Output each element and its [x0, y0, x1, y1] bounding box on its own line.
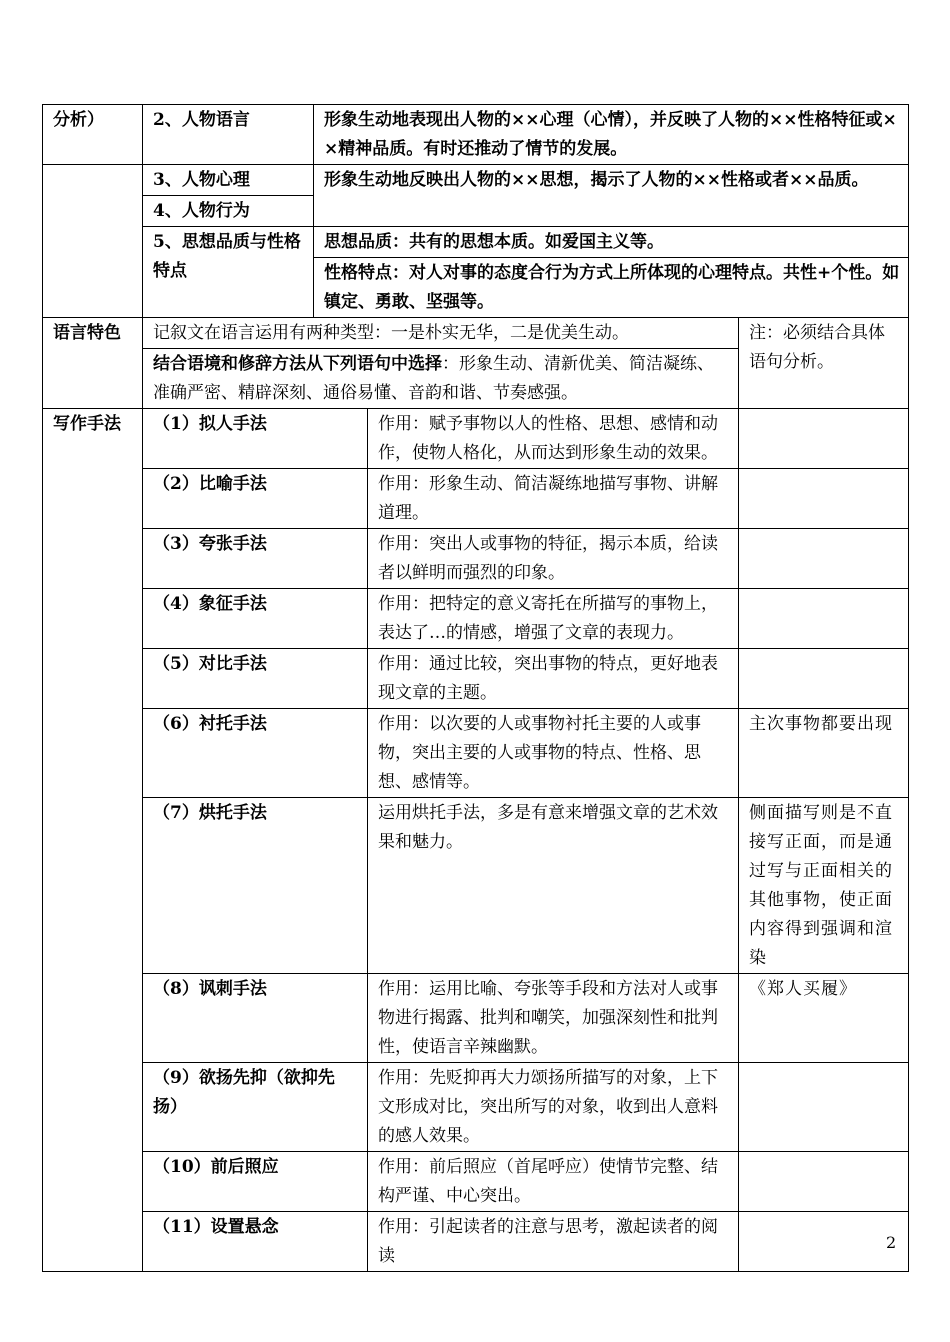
table-row [43, 649, 909, 709]
technique-effect: 作用：突出人或事物的特征，揭示本质，给读者以鲜明而强烈的印象。 [368, 529, 739, 589]
category-cell-language: 语言特色 [43, 318, 143, 409]
row-content: 思想品质：共有的思想本质。如爱国主义等。 [314, 227, 909, 258]
row-content: 性格特点：对人对事的态度合行为方式上所体现的心理特点。共性+个性。如镇定、勇敢、坚强等。 [314, 258, 909, 318]
language-line-2-rest: ：形象生动、清新优美、简洁凝练、准确严密、精辟深刻、通俗易懂、音韵和谐、节奏感强。 [153, 354, 714, 403]
technique-note [739, 1063, 909, 1152]
technique-effect: 作用：先贬抑再大力颂扬所描写的对象，上下文形成对比，突出所写的对象，收到出人意料的感人效果。 [368, 1063, 739, 1152]
language-line-1: 记叙文在语言运用有两种类型：一是朴实无华，二是优美生动。 [143, 318, 739, 349]
category-cell-writing: 写作手法 [43, 409, 143, 1272]
table-row [43, 529, 909, 589]
content-table [42, 104, 909, 1272]
technique-note [739, 1152, 909, 1212]
table-row [43, 318, 909, 349]
technique-name: （8）讽刺手法 [143, 974, 368, 1063]
technique-note [739, 1212, 909, 1272]
table-row [43, 974, 909, 1063]
technique-note: 侧面描写则是不直接写正面，而是通过写与正面相关的其他事物，使正面内容得到强调和渲染 [739, 798, 909, 974]
language-line-2 [143, 349, 739, 409]
table-row [43, 1152, 909, 1212]
row-content: 形象生动地表现出人物的××心理（心情），并反映了人物的××性格特征或××精神品质。有时还推动了情节的发展。 [314, 105, 909, 165]
table-row [43, 1063, 909, 1152]
technique-note [739, 409, 909, 469]
language-line-2-bold: 结合语境和修辞方法从下列语句中选择 [153, 354, 442, 374]
technique-name: （5）对比手法 [143, 649, 368, 709]
technique-note: 《郑人买履》 [739, 974, 909, 1063]
technique-note [739, 589, 909, 649]
table-row [43, 709, 909, 798]
technique-note [739, 469, 909, 529]
table-row [43, 165, 909, 196]
technique-effect: 作用：运用比喻、夸张等手段和方法对人或事物进行揭露、批判和嘲笑，加强深刻性和批判性，使语言辛辣幽默。 [368, 974, 739, 1063]
technique-name: （9）欲扬先抑（欲抑先扬） [143, 1063, 368, 1152]
technique-name: （7）烘托手法 [143, 798, 368, 974]
technique-name: （1）拟人手法 [143, 409, 368, 469]
technique-effect: 作用：引起读者的注意与思考，激起读者的阅读 [368, 1212, 739, 1272]
technique-effect: 作用：把特定的意义寄托在所描写的事物上，表达了…的情感，增强了文章的表现力。 [368, 589, 739, 649]
table-row [43, 105, 909, 165]
technique-note: 主次事物都要出现 [739, 709, 909, 798]
page-number: 2 [886, 1233, 897, 1252]
language-note: 注：必须结合具体语句分析。 [739, 318, 909, 409]
category-cell-analysis: 分析） [43, 105, 143, 165]
technique-effect: 作用：前后照应（首尾呼应）使情节完整、结构严谨、中心突出。 [368, 1152, 739, 1212]
row-content: 形象生动地反映出人物的××思想，揭示了人物的××性格或者××品质。 [314, 165, 909, 227]
table-row [43, 409, 909, 469]
technique-name: （10）前后照应 [143, 1152, 368, 1212]
table-row [43, 798, 909, 974]
category-cell-empty [43, 165, 143, 318]
technique-name: （6）衬托手法 [143, 709, 368, 798]
row-label: 4、人物行为 [143, 196, 314, 227]
technique-effect: 作用：赋予事物以人的性格、思想、感情和动作，使物人格化，从而达到形象生动的效果。 [368, 409, 739, 469]
row-label: 5、思想品质与性格特点 [143, 227, 314, 318]
technique-name: （11）设置悬念 [143, 1212, 368, 1272]
technique-effect: 作用：形象生动、简洁凝练地描写事物、讲解道理。 [368, 469, 739, 529]
row-label: 2、人物语言 [143, 105, 314, 165]
technique-note [739, 649, 909, 709]
technique-name: （4）象征手法 [143, 589, 368, 649]
technique-name: （3）夸张手法 [143, 529, 368, 589]
table-row [43, 589, 909, 649]
technique-note [739, 529, 909, 589]
row-label: 3、人物心理 [143, 165, 314, 196]
technique-effect: 运用烘托手法，多是有意来增强文章的艺术效果和魅力。 [368, 798, 739, 974]
table-row [43, 227, 909, 258]
table-row [43, 1212, 909, 1272]
technique-name: （2）比喻手法 [143, 469, 368, 529]
technique-effect: 作用：通过比较，突出事物的特点，更好地表现文章的主题。 [368, 649, 739, 709]
table-row [43, 469, 909, 529]
technique-effect: 作用：以次要的人或事物衬托主要的人或事物，突出主要的人或事物的特点、性格、思想、感情等。 [368, 709, 739, 798]
